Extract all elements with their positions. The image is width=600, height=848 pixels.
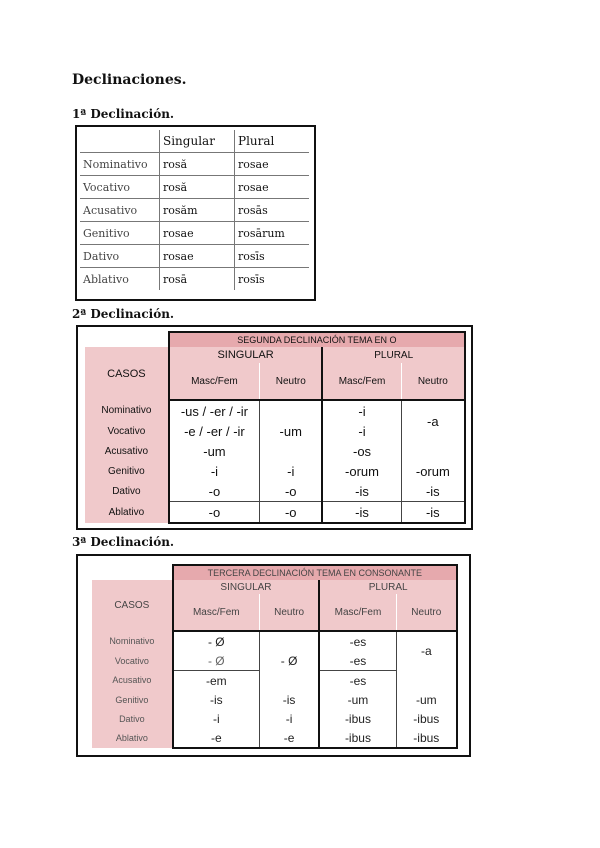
- plural-ending: rosae: [235, 153, 310, 176]
- pl-masc-fem-header: Masc/Fem: [322, 363, 401, 400]
- singular-ending: rosă: [160, 153, 235, 176]
- plural-ending: rosīs: [235, 245, 310, 268]
- sg-mf-ending: -is: [173, 690, 260, 709]
- sg-neutro-ending: -i: [260, 461, 323, 481]
- sg-mf-ending: -o: [169, 481, 260, 502]
- page-title: Declinaciones.: [72, 72, 187, 88]
- sg-mf-ending: - Ø: [173, 651, 260, 671]
- case-label: Genitivo: [85, 461, 169, 481]
- pl-neutro-ending: -ibus: [396, 728, 457, 748]
- pl-mf-ending: -um: [319, 690, 396, 709]
- case-label: Ablativo: [80, 268, 160, 291]
- plural-header: PLURAL: [319, 580, 457, 594]
- case-label: Ablativo: [85, 502, 169, 524]
- col-plural: Plural: [235, 130, 310, 153]
- case-label: Nominativo: [80, 153, 160, 176]
- case-label: Acusativo: [92, 671, 173, 691]
- sg-neutro-header: Neutro: [260, 363, 323, 400]
- singular-ending: rosăm: [160, 199, 235, 222]
- sg-mf-ending: -i: [169, 461, 260, 481]
- pl-neutro-header: Neutro: [396, 594, 457, 631]
- singular-ending: rosae: [160, 222, 235, 245]
- sg-masc-fem-header: Masc/Fem: [169, 363, 260, 400]
- heading-second-declension: 2ª Declinación.: [72, 307, 175, 321]
- pl-mf-ending: -es: [319, 671, 396, 691]
- sg-neutro-ending: -o: [260, 502, 323, 524]
- case-label: Dativo: [92, 709, 173, 728]
- plural-ending: rosārum: [235, 222, 310, 245]
- first-declension-table: [75, 125, 316, 301]
- sg-neutro-ending: -i: [259, 709, 319, 728]
- sg-mf-ending: -e / -er / -ir: [169, 421, 260, 441]
- case-label: Genitivo: [92, 690, 173, 709]
- plural-header: PLURAL: [322, 347, 465, 363]
- pl-mf-ending: -is: [322, 481, 401, 502]
- casos-header: CASOS: [92, 580, 173, 631]
- case-label: Dativo: [80, 245, 160, 268]
- singular-ending: rosae: [160, 245, 235, 268]
- sg-mf-ending: - Ø: [173, 631, 260, 651]
- pl-neutro-header: Neutro: [401, 363, 465, 400]
- pl-neutro-ending: -a: [401, 400, 465, 441]
- col-singular: Singular: [160, 130, 235, 153]
- pl-masc-fem-header: Masc/Fem: [319, 594, 396, 631]
- pl-mf-ending: -es: [319, 631, 396, 651]
- plural-ending: rosīs: [235, 268, 310, 291]
- sg-neutro-header: Neutro: [259, 594, 319, 631]
- case-label: Ablativo: [92, 728, 173, 748]
- case-label: Nominativo: [92, 631, 173, 651]
- table-title: TERCERA DECLINACIÓN TEMA EN CONSONANTE: [173, 565, 457, 580]
- pl-mf-ending: -ibus: [319, 728, 396, 748]
- pl-neutro-ending: -um: [396, 690, 457, 709]
- sg-neutro-ending: -o: [260, 481, 323, 502]
- sg-mf-ending: -us / -er / -ir: [169, 400, 260, 421]
- singular-header: SINGULAR: [169, 347, 323, 363]
- singular-ending: rosă: [160, 176, 235, 199]
- sg-mf-ending: -o: [169, 502, 260, 524]
- singular-header: SINGULAR: [173, 580, 320, 594]
- pl-mf-ending: -es: [319, 651, 396, 671]
- pl-mf-ending: -i: [322, 400, 401, 421]
- sg-mf-ending: -em: [173, 671, 260, 691]
- sg-mf-ending: -um: [169, 441, 260, 461]
- sg-masc-fem-header: Masc/Fem: [173, 594, 260, 631]
- case-label: Genitivo: [80, 222, 160, 245]
- blank-header: [80, 130, 160, 153]
- third-declension-table: [76, 554, 471, 757]
- case-label: Vocativo: [92, 651, 173, 671]
- pl-neutro-ending: -a: [396, 631, 457, 671]
- plural-ending: rosae: [235, 176, 310, 199]
- sg-neutro-ending: -e: [259, 728, 319, 748]
- pl-mf-ending: -ibus: [319, 709, 396, 728]
- pl-mf-ending: -i: [322, 421, 401, 441]
- pl-neutro-ending: -is: [401, 502, 465, 524]
- heading-first-declension: 1ª Declinación.: [72, 107, 175, 121]
- sg-neutro-ending: -um: [260, 400, 323, 461]
- plural-ending: rosās: [235, 199, 310, 222]
- heading-third-declension: 3ª Declinación.: [72, 535, 175, 549]
- pl-mf-ending: -is: [322, 502, 401, 524]
- sg-mf-ending: -e: [173, 728, 260, 748]
- casos-header: CASOS: [85, 347, 169, 400]
- sg-mf-ending: -i: [173, 709, 260, 728]
- case-label: Nominativo: [85, 400, 169, 421]
- case-label: Vocativo: [80, 176, 160, 199]
- second-declension-table: [76, 325, 473, 530]
- table-title: SEGUNDA DECLINACIÓN TEMA EN O: [169, 332, 465, 347]
- sg-neutro-ending: - Ø: [259, 631, 319, 690]
- case-label: Acusativo: [85, 441, 169, 461]
- pl-mf-ending: -os: [322, 441, 401, 461]
- pl-mf-ending: -orum: [322, 461, 401, 481]
- sg-neutro-ending: -is: [259, 690, 319, 709]
- case-label: Vocativo: [85, 421, 169, 441]
- case-label: Acusativo: [80, 199, 160, 222]
- singular-ending: rosā: [160, 268, 235, 291]
- pl-neutro-ending: -ibus: [396, 709, 457, 728]
- pl-neutro-ending: -orum: [401, 461, 465, 481]
- pl-neutro-ending: -is: [401, 481, 465, 502]
- case-label: Dativo: [85, 481, 169, 502]
